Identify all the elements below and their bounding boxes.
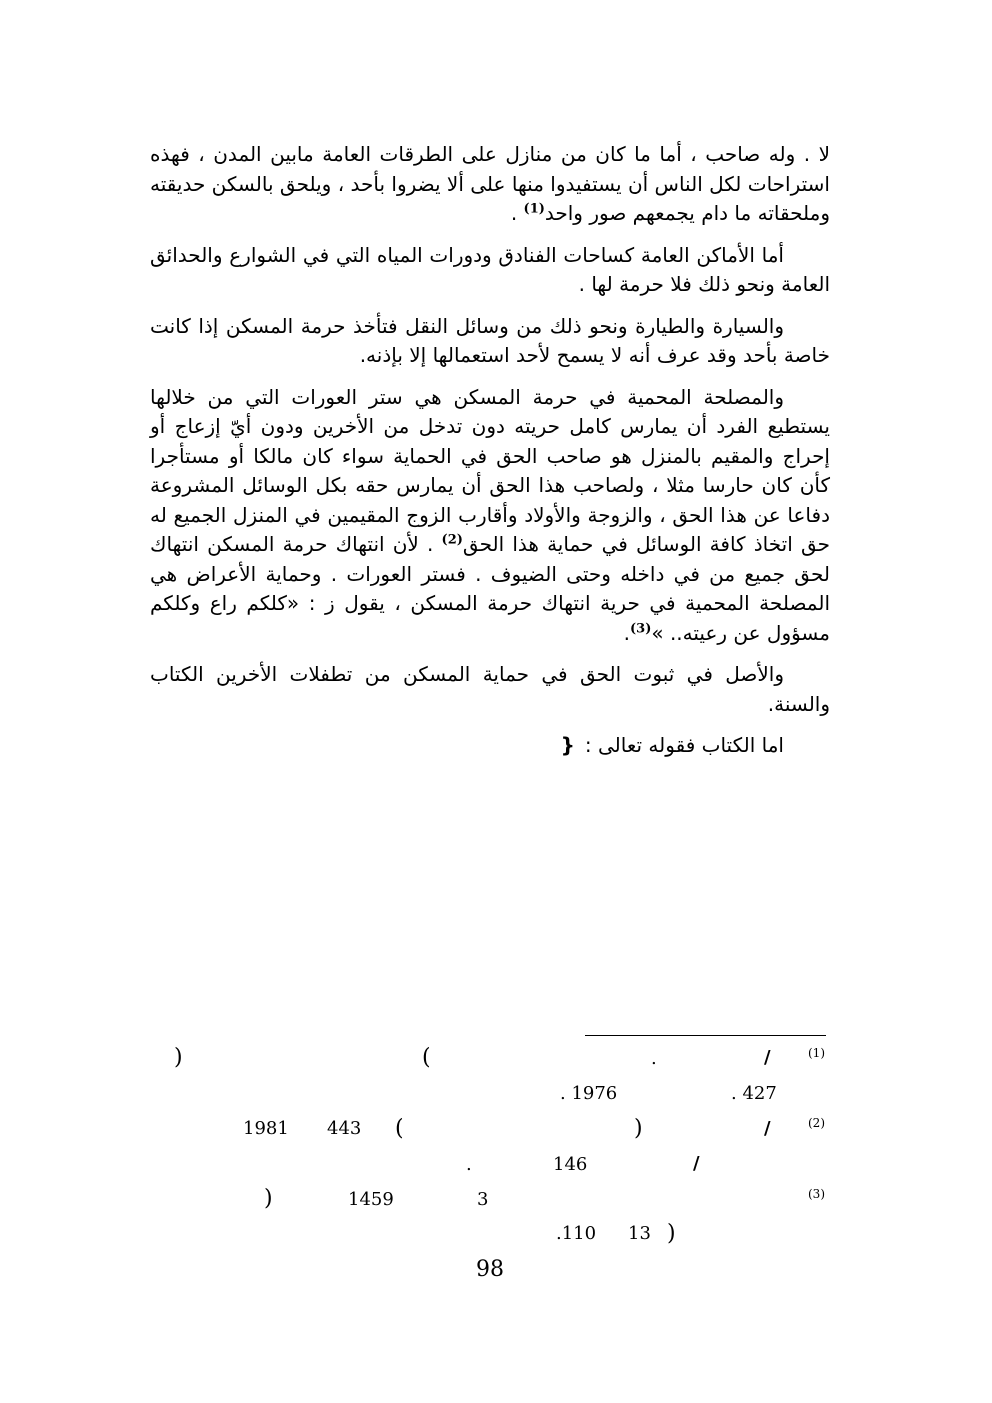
footnote-ref-1: (1) <box>523 201 545 217</box>
paragraph-5-text: والأصل في ثبوت الحق في حماية المسكن من تطفلات الأخرين الكتاب والسنة. <box>150 662 830 716</box>
paragraph-4-text-b: . لأن انتهاك حرمة المسكن انتهاك لحق جميع من في داخله وحتى الضيوف . فستر العورات . وحماية الأعراض هي المصلحة المحمية في حرية انتهاك حرمة المسكن ، يقول ز : «كلكم راع وكلكم مسؤول عن رعيته.. » <box>150 532 830 645</box>
footnote-1-paren-a: ( <box>422 1045 431 1070</box>
paragraph-6 <box>150 731 830 761</box>
paragraph-1-text: لا . وله صاحب ، أما ما كان من منازل على الطرقات العامة مابين المدن ، فهذه استراحات لكل الناس أن يستفيدوا منها على ألا يضروا بأحد ، ويلحق بالسكن حديقته وملحقاته ما دام يجمعهم صور واحد <box>150 142 830 225</box>
footnote-separator <box>585 1035 826 1036</box>
paragraph-4 <box>150 383 830 649</box>
footnote-2-year: 1981 <box>243 1118 289 1139</box>
footnote-1-year: . 1976 <box>560 1083 618 1104</box>
footnote-1-dot: . <box>651 1048 657 1069</box>
footnote-number-1: (1) <box>808 1046 825 1060</box>
footnote-3-paren: ) <box>264 1186 273 1211</box>
footnote-number-3: (3) <box>808 1187 825 1201</box>
footnote-2-paren-a: ) <box>634 1116 643 1141</box>
main-text <box>150 140 830 773</box>
page-number: 98 <box>476 1257 504 1282</box>
paragraph-1 <box>150 140 830 229</box>
footnote-2-line2-slash: / <box>693 1153 700 1174</box>
footnote-2-volume: 443 <box>327 1118 362 1139</box>
paragraph-4-end: . <box>623 620 630 645</box>
footnote-ref-2: (2) <box>441 532 463 548</box>
footnote-1-paren-b: ) <box>174 1045 183 1070</box>
footnote-2-slash: / <box>764 1118 771 1139</box>
footnote-1-slash: / <box>764 1047 771 1068</box>
paragraph-3 <box>150 312 830 371</box>
paragraph-4-text-a: والمصلحة المحمية في حرمة المسكن هي ستر العورات التي من خلالها يستطيع الفرد أن يمارس كامل حريته دون تدخل من الأخرين ودون أيّ إزعاج أو إحراج والمقيم بالمنزل هو صاحب الحق في الحماية سواء كان مالكا أو مستأجرا كأن كان حارسا مثلا ، ولصاحب هذا الحق أن يمارس حقه بكل الوسائل المشروعة دفاعا عن هذا الحق ، والزوجة والأولاد وأقارب الزوج المقيمين في المنزل الجميع له حق اتخاذ كافة الوسائل في حماية هذا الحق <box>150 384 830 556</box>
paragraph-1-end: . <box>510 201 524 225</box>
footnote-3-number: 1459 <box>348 1189 394 1210</box>
footnote-2-paren-b: ( <box>395 1116 404 1141</box>
footnote-ref-3: (3) <box>629 620 652 636</box>
paragraph-3-text: والسيارة والطيارة ونحو ذلك من وسائل النقل فتأخذ حرمة المسكن إذا كانت خاصة بأحد وقد عرف أنه لا يسمح لأحد استعمالها إلا بإذنه. <box>150 313 830 367</box>
footnote-2-dot: . <box>466 1154 472 1175</box>
open-brace: { <box>560 733 575 757</box>
footnote-2-page: 146 <box>553 1154 588 1175</box>
paragraph-5 <box>150 660 830 719</box>
footnote-3-line2-page: .110 <box>556 1223 597 1244</box>
paragraph-2 <box>150 241 830 300</box>
footnote-3-line2-volume: 13 <box>628 1223 651 1244</box>
footnote-1-page: . 427 <box>731 1083 777 1104</box>
footnote-3-line2-paren: ) <box>667 1221 676 1246</box>
paragraph-6-text: اما الكتاب فقوله تعالى : <box>584 733 784 757</box>
footnote-3-volume: 3 <box>477 1189 489 1210</box>
footnote-number-2: (2) <box>808 1116 825 1130</box>
paragraph-2-text: أما الأماكن العامة كساحات الفنادق ودورات المياه التي في الشوارع والحدائق العامة ونحو ذلك فلا حرمة لها . <box>150 242 830 296</box>
